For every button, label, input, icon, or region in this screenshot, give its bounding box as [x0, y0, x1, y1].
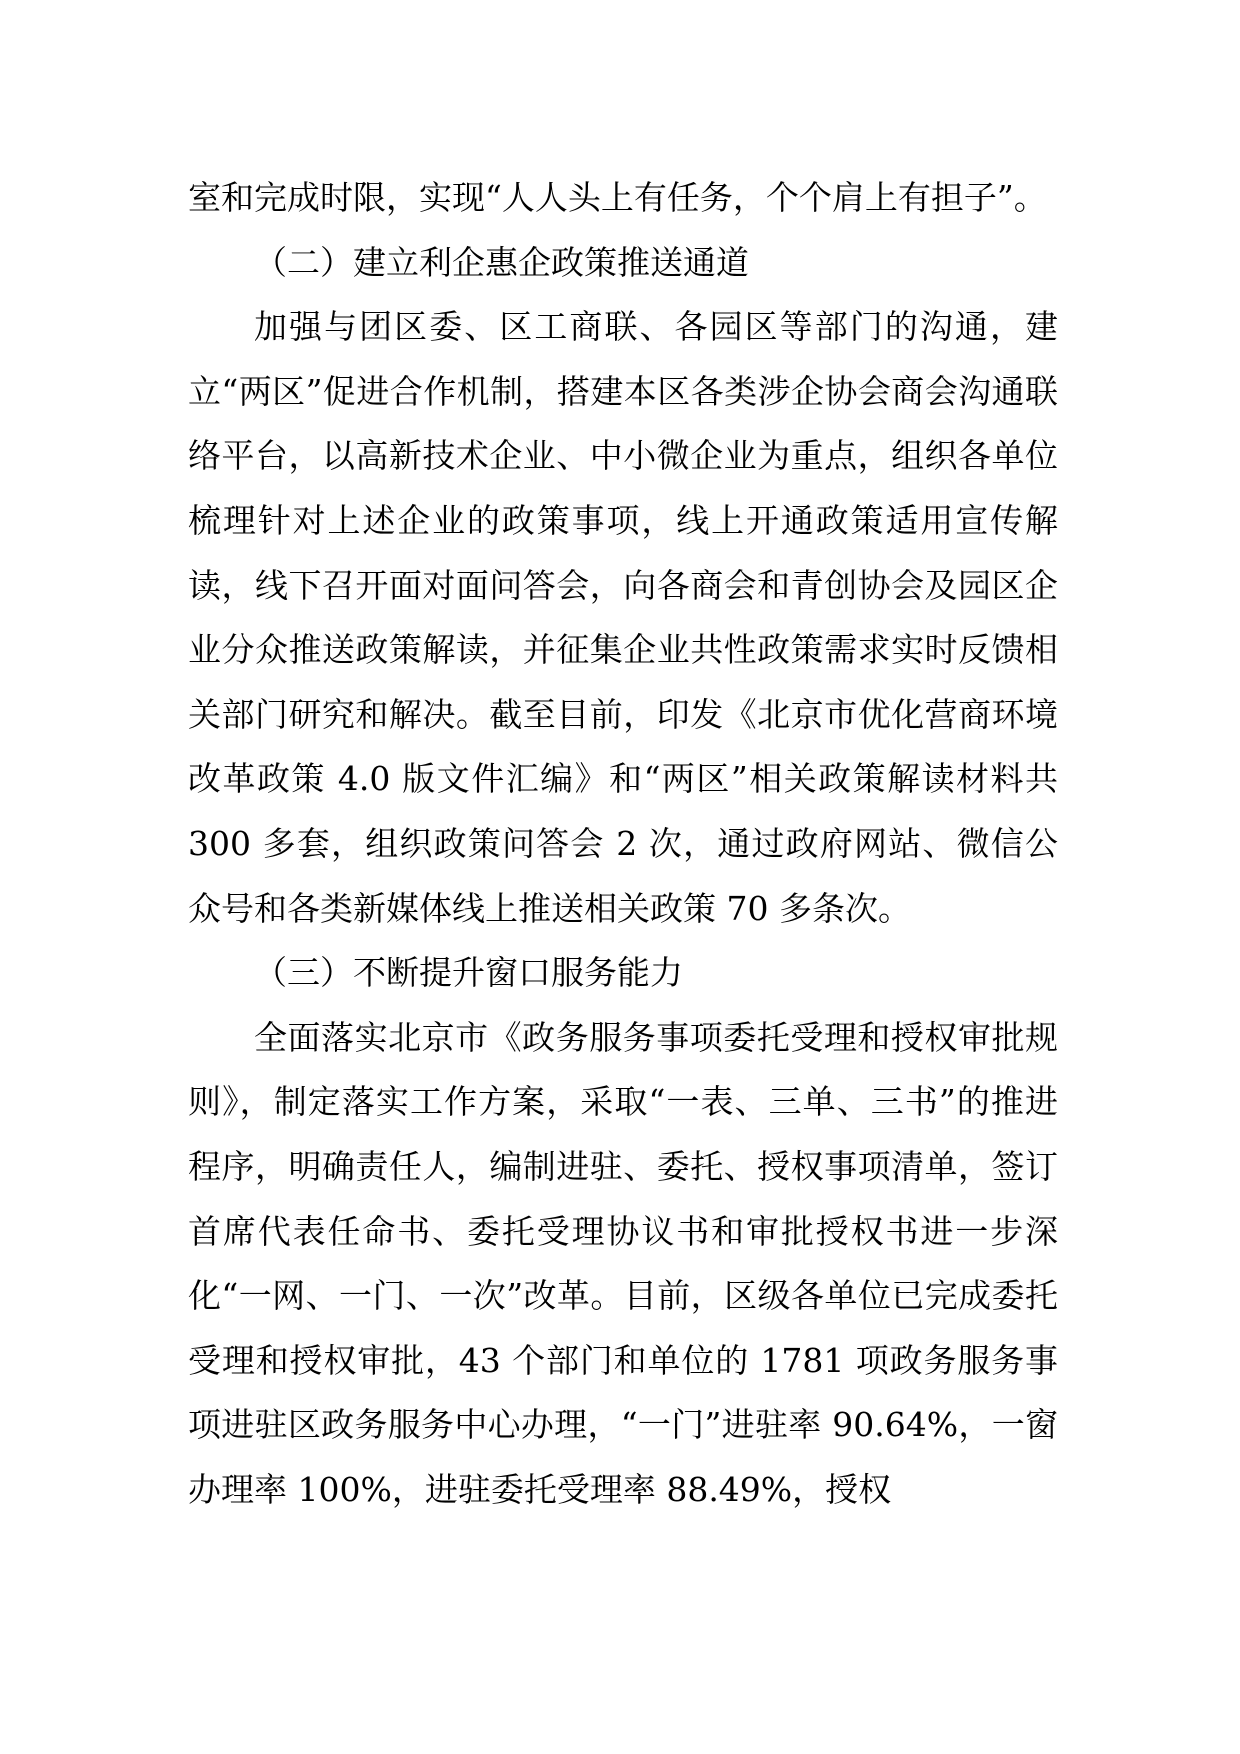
- paragraph-continuation: 室和完成时限，实现“人人头上有任务，个个肩上有担子”。: [188, 178, 1047, 217]
- section-heading-2: （二）建立利企惠企政策推送通道: [254, 242, 749, 282]
- paragraph-policy-channel: 加强与团区委、区工商联、各园区等部门的沟通，建立“两区”促进合作机制，搭建本区各类涉企协会商会沟通联络平台，以高新技术企业、中小微企业为重点，组织各单位梳理针对上述企业的政策事项，线上开通政策适用宣传解读，线下召开面对面问答会，向各商会和青创协会及园区企业分众推送政策解读，并征集企业共性政策需求实时反馈相关部门研究和解决。截至目前，印发《北京市优化营商环境改革政策 4.0 版文件汇编》和“两区”相关政策解读材料共 300 多套，组织政策问答会 2 次，通过政府网站、微信公众号和各类新媒体线上推送相关政策 70 多条次。: [188, 307, 1058, 928]
- section-heading-3: （三）不断提升窗口服务能力: [254, 953, 683, 993]
- document-body: [188, 166, 1058, 1522]
- paragraph-window-service: 全面落实北京市《政务服务事项委托受理和授权审批规则》，制定落实工作方案，采取“一表、三单、三书”的推进程序，明确责任人，编制进驻、委托、授权事项清单，签订首席代表任命书、委托受理协议书和审批授权书进一步深化“一网、一门、一次”改革。目前，区级各单位已完成委托受理和授权审批，43 个部门和单位的 1781 项政务服务事项进驻区政务服务中心办理，“一门”进驻率 90.64%，一窗办理率 100%，进驻委托受理率 88.49%，授权: [188, 1017, 1058, 1509]
